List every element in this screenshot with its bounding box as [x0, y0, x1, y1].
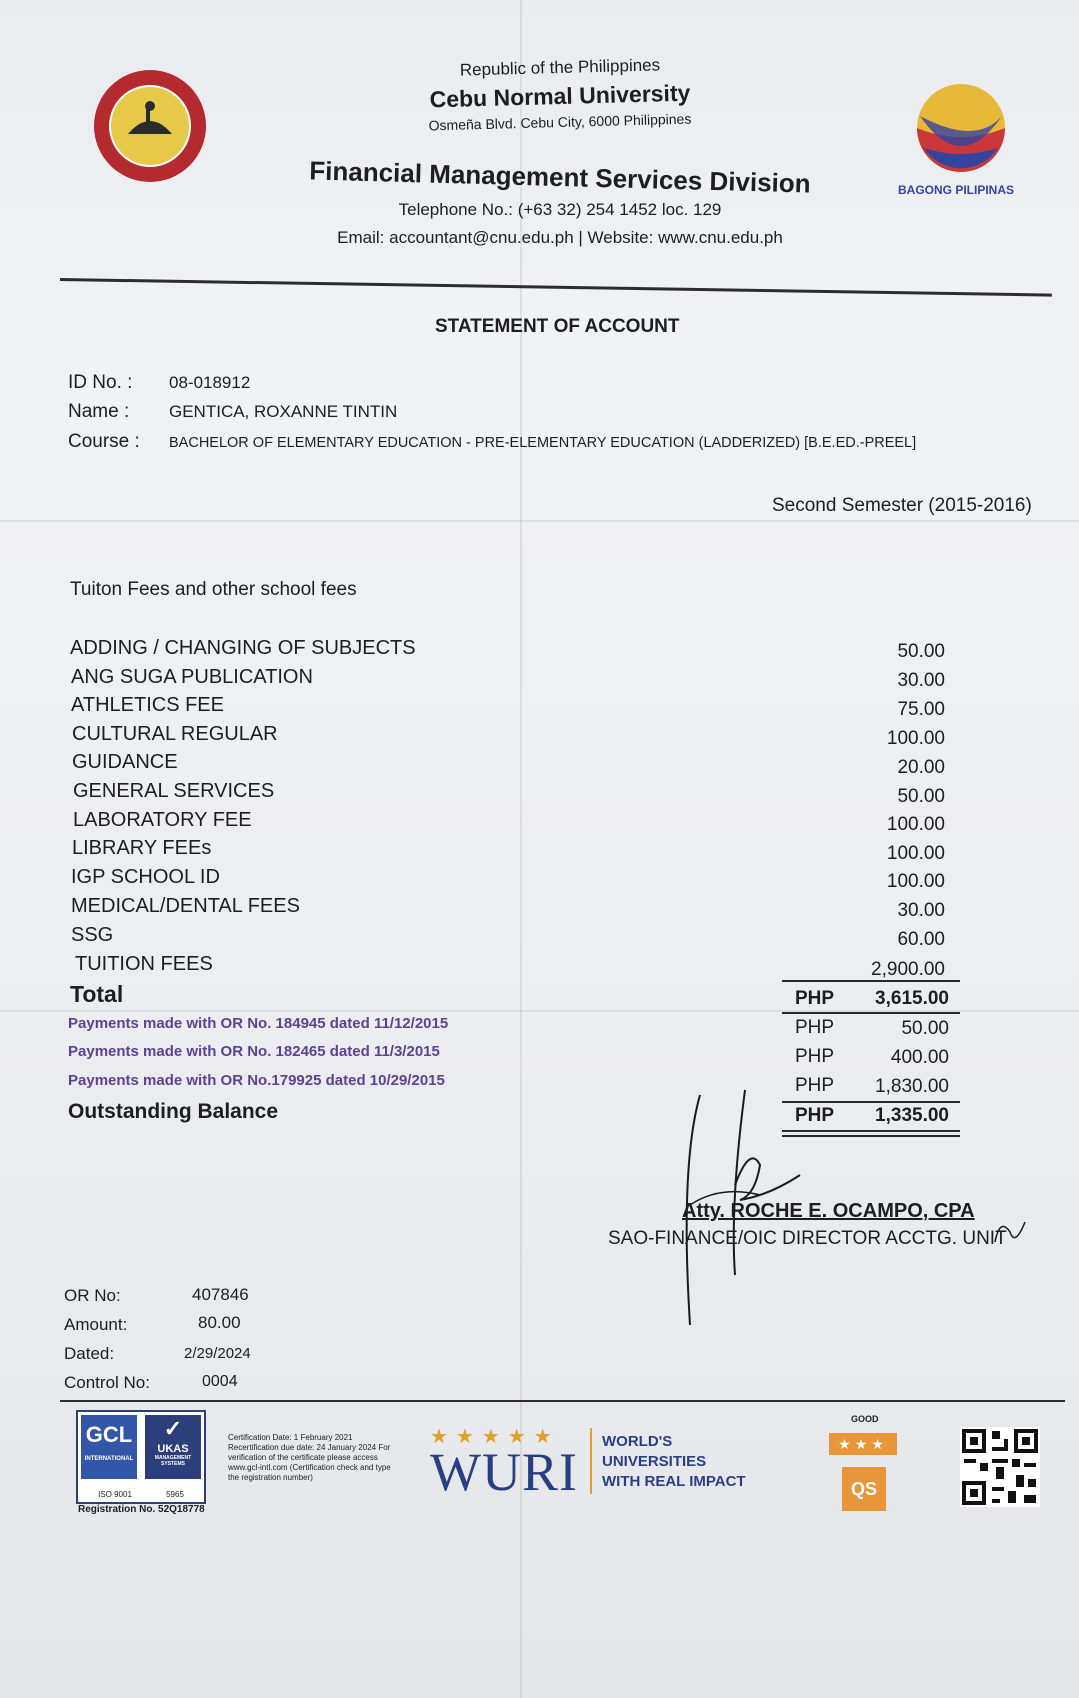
fee-amount: 30.00: [897, 670, 945, 691]
contact-line: Email: accountant@cnu.edu.ph | Website: www.cnu.edu.ph: [337, 228, 783, 247]
dated-label: Dated:: [64, 1344, 115, 1363]
or-value: 407846: [192, 1285, 249, 1304]
name-label: Name :: [68, 401, 130, 422]
fee-amount: 20.00: [897, 757, 945, 778]
payment-currency: PHP: [795, 1017, 835, 1038]
control-label: Control No:: [64, 1373, 150, 1392]
fee-name: GUIDANCE: [72, 751, 178, 773]
fee-name: ANG SUGA PUBLICATION: [71, 666, 313, 688]
wuri-stars-icon: ★★★★★: [430, 1426, 560, 1448]
fee-amount: 100.00: [886, 843, 945, 864]
fee-name: GENERAL SERVICES: [73, 780, 275, 802]
certification-note: Certification Date: 1 February 2021 Recertification due date: 24 January 2024 For verification of the certificate please access www.gcl-intl.com (Certification check and type the registration number): [228, 1433, 391, 1482]
payment-line: Payments made with OR No.179925 dated 10/29/2015: [68, 1072, 445, 1089]
fee-name: TUITION FEES: [75, 953, 213, 975]
payment-line: Payments made with OR No. 182465 dated 11/3/2015: [68, 1043, 440, 1060]
fee-name: IGP SCHOOL ID: [71, 866, 220, 888]
fee-amount: 100.00: [886, 814, 945, 835]
paper-crease: [0, 520, 1079, 522]
iso-label: ISO 9001: [98, 1490, 132, 1499]
gcl-ukas-badge: [76, 1410, 206, 1504]
ukas-logo: ✓ UKAS MANAGEMENT SYSTEMS: [145, 1415, 201, 1479]
id-label: ID No. :: [68, 372, 133, 393]
crown-check-icon: ✓: [163, 1416, 183, 1441]
amount-value: 80.00: [198, 1313, 241, 1332]
qs-stars-icon: ★★★: [829, 1433, 897, 1455]
header-divider: [60, 278, 1052, 297]
university-address: Osmeña Blvd. Cebu City, 6000 Philippines: [428, 110, 692, 134]
payment-amount: 50.00: [901, 1018, 949, 1039]
qs-rating-label: GOOD: [851, 1414, 879, 1424]
balance-amount: 1,335.00: [875, 1105, 949, 1126]
telephone-line: Telephone No.: (+63 32) 254 1452 loc. 129: [398, 200, 722, 219]
total-bottom-line: [782, 1012, 960, 1014]
payment-amount: 400.00: [890, 1047, 949, 1068]
fee-amount: 100.00: [886, 728, 945, 749]
gcl-logo: GCL INTERNATIONAL: [81, 1415, 137, 1479]
id-value: 08-018912: [169, 373, 251, 392]
ukas-number: 5965: [166, 1490, 184, 1499]
fee-amount: 75.00: [897, 699, 945, 720]
division-title: Financial Management Services Division: [309, 155, 812, 199]
payment-line: Payments made with OR No. 184945 dated 11/12/2015: [68, 1015, 449, 1032]
bagong-pilipinas-logo-icon: [906, 76, 1016, 176]
university-seal-icon: [92, 68, 208, 184]
fee-name: LIBRARY FEEs: [72, 837, 212, 859]
wuri-tagline: WORLD'S UNIVERSITIES WITH REAL IMPACT: [602, 1433, 746, 1490]
total-label: Total: [70, 981, 124, 1007]
total-currency: PHP: [795, 988, 835, 1009]
footer-divider: [60, 1400, 1065, 1402]
signatory-name: Atty. ROCHE E. OCAMPO, CPA: [682, 1200, 975, 1222]
fee-amount: 30.00: [897, 900, 945, 921]
fee-name: MEDICAL/DENTAL FEES: [71, 895, 300, 917]
fee-amount: 60.00: [897, 929, 945, 950]
qr-code-icon: [960, 1427, 1040, 1507]
payment-amount: 1,830.00: [875, 1076, 949, 1097]
course-label: Course :: [68, 431, 140, 452]
wuri-logo: WURI: [430, 1442, 578, 1502]
fee-name: CULTURAL REGULAR: [72, 723, 278, 745]
semester: Second Semester (2015-2016): [772, 495, 1032, 516]
initials-icon: [990, 1212, 1030, 1252]
registration-number: Registration No. 52Q18778: [78, 1504, 205, 1515]
name-value: GENTICA, ROXANNE TINTIN: [169, 402, 398, 421]
amount-label: Amount:: [64, 1315, 128, 1334]
or-label: OR No:: [64, 1286, 121, 1305]
payment-currency: PHP: [795, 1075, 835, 1096]
document-title: STATEMENT OF ACCOUNT: [435, 316, 680, 337]
fee-name: ADDING / CHANGING OF SUBJECTS: [70, 637, 416, 659]
fee-amount: 2,900.00: [871, 959, 945, 980]
fee-amount: 100.00: [886, 871, 945, 892]
course-value: BACHELOR OF ELEMENTARY EDUCATION - PRE-ELEMENTARY EDUCATION (LADDERIZED) [B.E.ED.-PREEL]: [169, 435, 917, 451]
fee-amount: 50.00: [897, 786, 945, 807]
balance-label: Outstanding Balance: [68, 1100, 279, 1123]
fee-name: SSG: [71, 924, 114, 946]
payment-currency: PHP: [795, 1046, 835, 1067]
fee-name: LABORATORY FEE: [73, 809, 252, 831]
fee-amount: 50.00: [897, 641, 945, 662]
total-top-line: [782, 980, 960, 982]
qs-logo: QS: [842, 1467, 886, 1511]
university-name: Cebu Normal University: [429, 79, 691, 113]
total-amount: 3,615.00: [875, 988, 949, 1009]
bagong-pilipinas-text: BAGONG PILIPINAS: [898, 183, 1015, 197]
balance-currency: PHP: [795, 1105, 835, 1126]
fee-name: ATHLETICS FEE: [71, 694, 224, 716]
fees-heading: Tuiton Fees and other school fees: [70, 579, 357, 600]
signatory-title: SAO-FINANCE/OIC DIRECTOR ACCTG. UNIT: [608, 1228, 1007, 1249]
dated-value: 2/29/2024: [184, 1345, 251, 1362]
wuri-divider: [590, 1428, 592, 1494]
control-value: 0004: [202, 1373, 238, 1390]
republic-line: Republic of the Philippines: [459, 55, 661, 80]
